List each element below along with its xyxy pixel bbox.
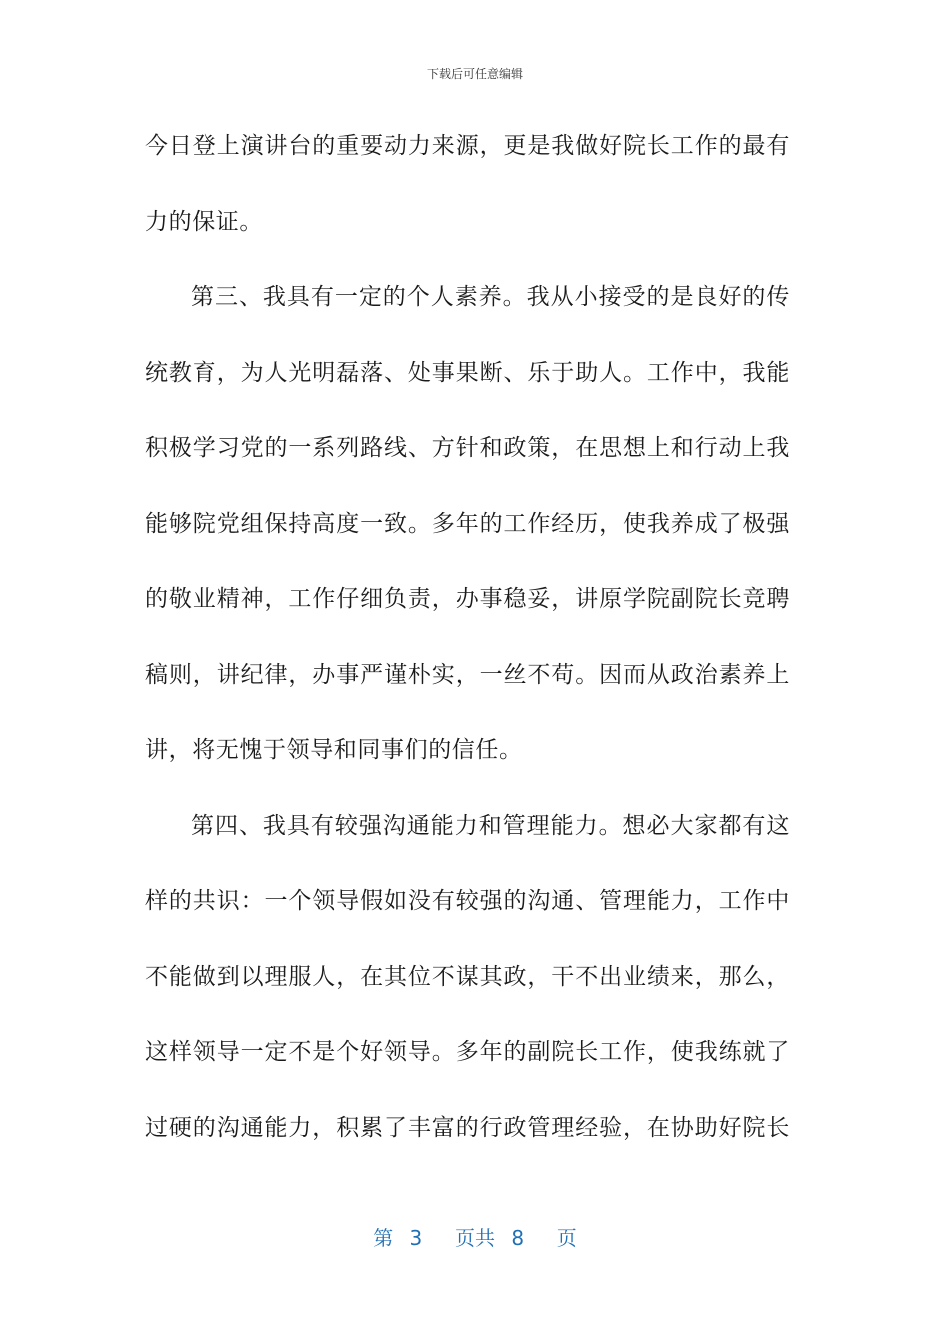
page-number-footer: [0, 1224, 950, 1252]
paragraph-line: 统教育，为人光明磊落、处事果断、乐于助人。工作中，我能: [145, 359, 790, 386]
paragraph-line: 讲，将无愧于领导和同事们的信任。: [145, 737, 523, 763]
paragraph-line: 第三、我具有一定的个人素养。我从小接受的是良好的传: [191, 284, 790, 310]
document-body: [145, 120, 790, 1177]
page-header: 下载后可任意编辑: [426, 67, 523, 81]
paragraph-line: 积极学习党的一系列路线、方针和政策，在思想上和行动上我: [145, 435, 790, 461]
paragraph-line: 今日登上演讲台的重要动力来源，更是我做好院长工作的最有: [145, 133, 790, 159]
paragraph-line: 第四、我具有较强沟通能力和管理能力。想必大家都有这: [191, 812, 790, 839]
page-number-text: 第 3 页共 8 页: [373, 1226, 577, 1250]
paragraph-line: 样的共识：一个领导假如没有较强的沟通、管理能力，工作中: [145, 888, 790, 914]
paragraph-line: 不能做到以理服人，在其位不谋其政，干不出业绩来，那么，: [145, 963, 790, 990]
paragraph-line: 能够院党组保持高度一致。多年的工作经历，使我养成了极强: [145, 510, 790, 537]
paragraph-line: 稿则，讲纪律，办事严谨朴实，一丝不苟。因而从政治素养上: [145, 661, 790, 688]
paragraph-line: 的敬业精神，工作仔细负责，办事稳妥，讲原学院副院长竞聘: [145, 586, 790, 612]
paragraph-line: 过硬的沟通能力，积累了丰富的行政管理经验，在协助好院长: [145, 1114, 790, 1141]
paragraph-line: 这样领导一定不是个好领导。多年的副院长工作，使我练就了: [145, 1039, 790, 1065]
paragraph-line: 力的保证。: [145, 208, 263, 235]
